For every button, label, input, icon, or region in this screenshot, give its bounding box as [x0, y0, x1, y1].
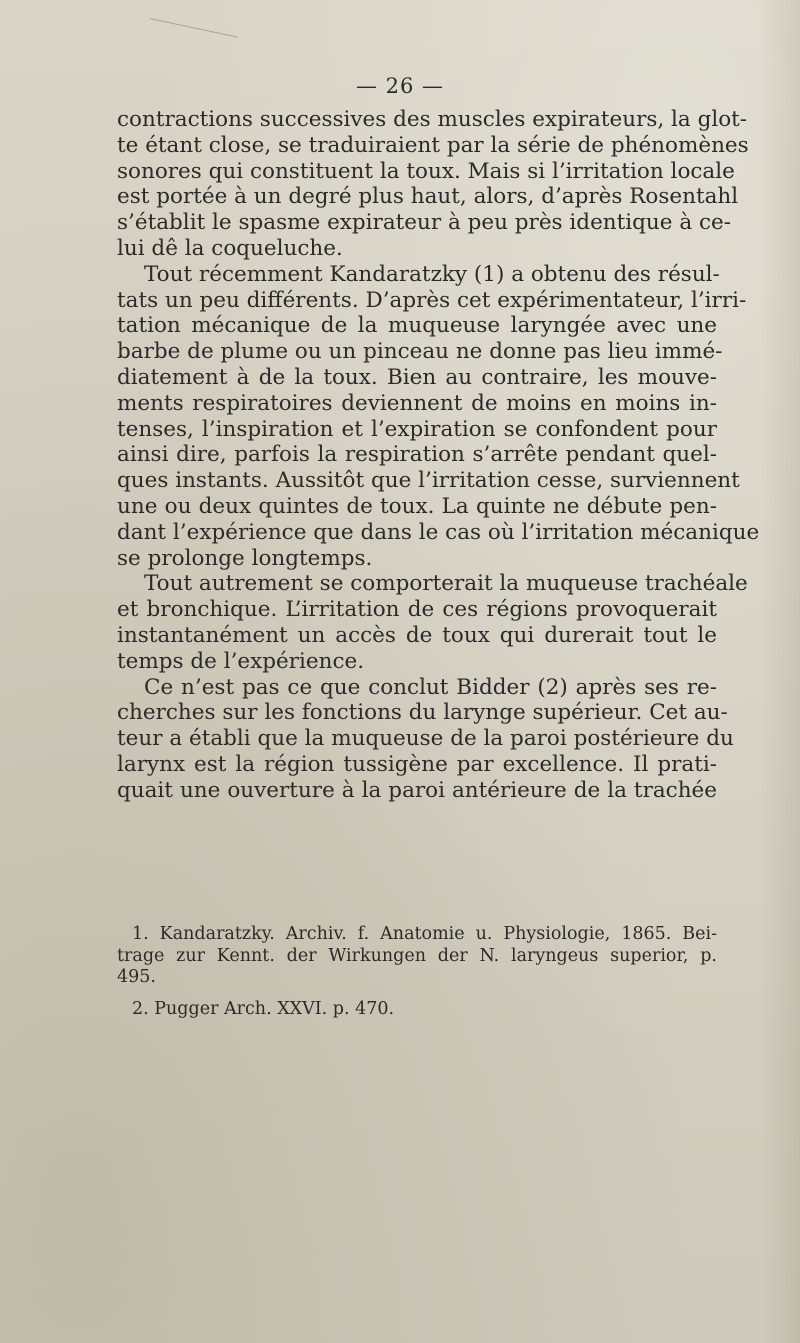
- page-edge-shadow: [760, 0, 800, 1343]
- text-line: instantanément un accès de toux qui durerait tout le: [117, 622, 717, 648]
- text-line: ques instants. Aussitôt que l’irritation cesse, surviennent: [117, 468, 740, 494]
- text-line: tats un peu différents. D’après cet expérimentateur, l’irri-: [117, 287, 747, 313]
- text-line: Tout autrement se comporterait la muqueuse trachéale: [144, 571, 748, 597]
- text-line: ainsi dire, parfois la respiration s’arrête pendant quel-: [117, 442, 717, 468]
- text-line: Ce n’est pas ce que conclut Bidder (2) après ses re-: [144, 674, 717, 700]
- text-line: diatement à de la toux. Bien au contraire, les mouve-: [117, 364, 717, 390]
- text-line: tenses, l’inspiration et l’expiration se confondent pour: [117, 416, 717, 442]
- footnote-1-line: trage zur Kennt. der Wirkungen der N. laryngeus superior, p.: [117, 945, 717, 966]
- text-line: larynx est la région tussigène par excellence. Il prati-: [117, 751, 717, 777]
- text-line: barbe de plume ou un pinceau ne donne pas lieu immé-: [117, 339, 723, 365]
- text-line: temps de l’expérience.: [117, 648, 365, 674]
- text-line: ments respiratoires deviennent de moins en moins in-: [117, 390, 717, 416]
- text-line: une ou deux quintes de toux. La quinte ne débute pen-: [117, 493, 717, 519]
- page-number: — 26 —: [355, 74, 445, 98]
- text-line: et bronchique. L’irritation de ces régions provoquerait: [117, 597, 717, 623]
- page-corner-mark: [144, 18, 238, 67]
- text-line: cherches sur les fonctions du larynge supérieur. Cet au-: [117, 700, 728, 726]
- footnote-2: 2. Pugger Arch. XXVI. p. 470.: [132, 998, 395, 1019]
- footnote-1-line: 495.: [117, 967, 156, 987]
- text-line: est portée à un degré plus haut, alors, d’après Rosentahl: [117, 184, 739, 210]
- text-line: Tout récemment Kandaratzky (1) a obtenu des résul-: [144, 261, 720, 287]
- text-line: dant l’expérience que dans le cas où l’irritation mécanique: [117, 519, 760, 545]
- footnote-1-line: 1. Kandaratzky. Archiv. f. Anatomie u. Physiologie, 1865. Bei-: [132, 924, 717, 944]
- text-line: lui dê la coqueluche.: [117, 235, 343, 261]
- footnotes: [117, 924, 717, 1020]
- text-line: quait une ouverture à la paroi antérieure de la trachée: [117, 777, 717, 803]
- text-line: te étant close, se traduiraient par la série de phénomènes: [117, 132, 749, 158]
- text-line: teur a établi que la muqueuse de la paroi postérieure du: [117, 726, 734, 752]
- text-line: contractions successives des muscles expirateurs, la glot-: [117, 107, 748, 132]
- text-line: se prolonge longtemps.: [117, 545, 373, 571]
- body-text: [117, 107, 760, 804]
- text-line: tation mécanique de la muqueuse laryngée avec une: [117, 313, 717, 339]
- text-line: sonores qui constituent la toux. Mais si l’irritation locale: [117, 158, 735, 184]
- footnote-spacer: [117, 989, 717, 999]
- text-line: s’établit le spasme expirateur à peu près identique à ce-: [117, 210, 731, 236]
